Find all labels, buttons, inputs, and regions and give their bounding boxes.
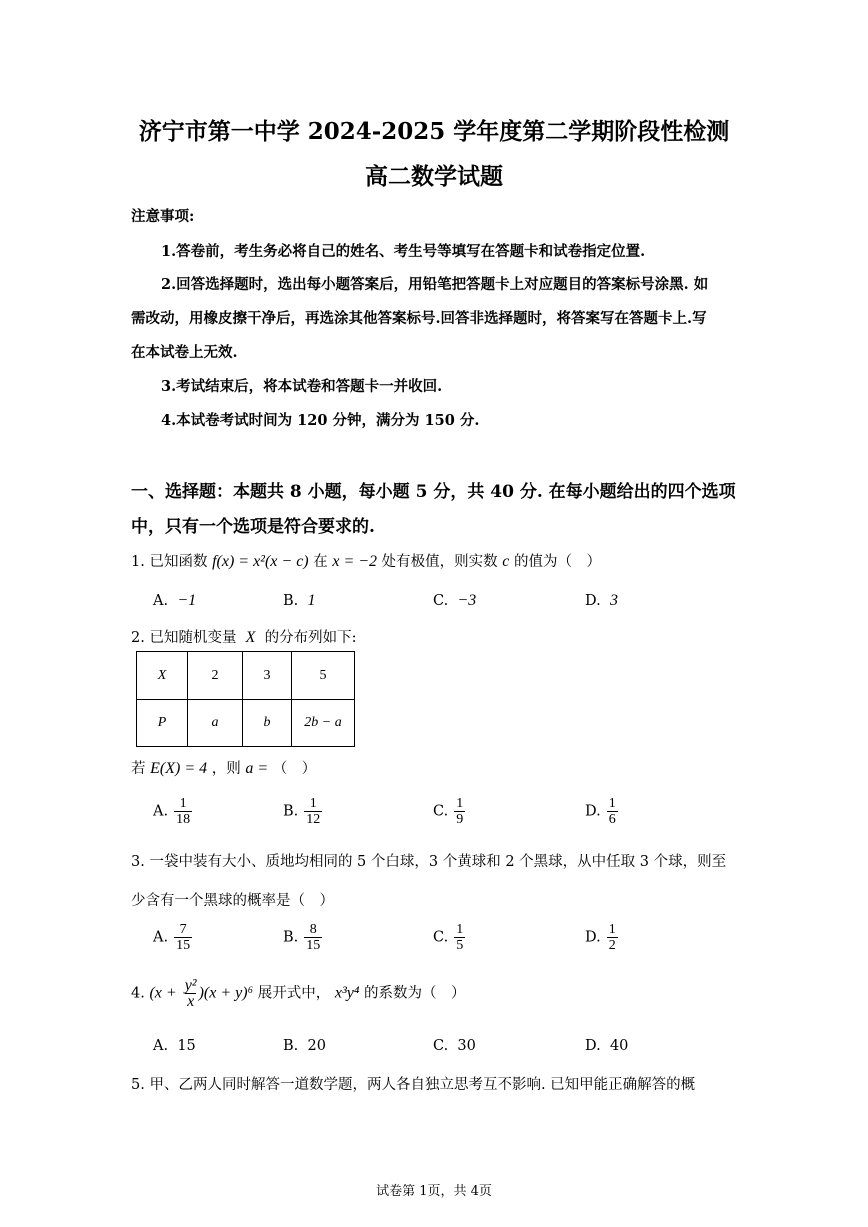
question-text: 一袋中装有大小、质地均相同的 5 个白球，3 个黄球和 2 个黑球，从中任取 3 个球，则至	[149, 854, 727, 870]
distribution-table	[136, 651, 355, 747]
question-text: 的值为（ ）	[513, 554, 601, 570]
option-a[interactable]: A. $\frac{1}{18}$	[153, 796, 191, 827]
page-footer: 试卷第 1页，共 4页	[376, 1184, 492, 1199]
math-expression: a =	[245, 760, 269, 777]
fraction: $\frac{8}{15}$	[306, 922, 321, 953]
option-a[interactable]: A. −1	[153, 592, 197, 609]
option-d[interactable]: D. 3	[585, 592, 618, 609]
math-expression: x³y⁴	[334, 984, 360, 1002]
table-cell: 2b − a	[292, 700, 355, 747]
question-text: 甲、乙两人同时解答一道数学题，两人各自独立思考互不影响. 已知甲能正确解答的概	[149, 1077, 696, 1093]
option-c[interactable]: C. $\frac{1}{9}$	[433, 796, 464, 827]
question-text: 的系数为（ ）	[364, 985, 466, 1002]
notice-item-2-end: 在本试卷上无效.	[131, 344, 238, 361]
math-expression: x = −2	[332, 553, 378, 570]
question-3-cont: 少含有一个黑球的概率是（ ）	[131, 893, 334, 909]
question-text: ，则	[211, 761, 241, 777]
fraction: $\frac{1}{2}$	[608, 922, 616, 953]
exam-title: 济宁市第一中学 2024-2025 学年度第二学期阶段性检测	[138, 118, 730, 145]
table-row	[137, 652, 355, 700]
section-heading: 一、选择题：本题共 8 小题，每小题 5 分，共 40 分. 在每小题给出的四个选项	[131, 482, 736, 502]
math-expression: E(X) = 4	[150, 760, 208, 777]
question-1	[131, 550, 601, 571]
fraction: $\frac{1}{5}$	[456, 922, 464, 953]
option-c[interactable]: C. −3	[433, 592, 477, 609]
option-a[interactable]: A. $\frac{7}{15}$	[153, 922, 191, 953]
question-3	[131, 850, 726, 871]
question-text: （ ）	[272, 761, 317, 777]
question-text: 的分布列如下:	[264, 630, 357, 646]
question-text: 处有极值，则实数	[381, 554, 498, 570]
question-text: 展开式中，	[257, 985, 331, 1002]
notice-item-1: 1.答卷前，考生务必将自己的姓名、考生号等填写在答题卡和试卷指定位置.	[161, 243, 646, 260]
math-expression: (x +	[149, 984, 177, 1002]
option-b[interactable]: B. 1	[283, 592, 316, 609]
math-expression: X	[245, 629, 256, 646]
math-expression: )(x + y)⁶	[198, 984, 254, 1002]
notice-item-2-cont: 需改动，用橡皮擦干净后，再选涂其他答案标号.回答非选择题时，将答案写在答题卡上.写	[131, 310, 707, 327]
option-c[interactable]: C. $\frac{1}{5}$	[433, 922, 464, 953]
question-2-condition	[131, 757, 316, 778]
table-cell: a	[188, 700, 243, 747]
question-4	[131, 978, 466, 1009]
fraction: $\frac{\text{y²}}{x}$	[184, 977, 197, 1010]
table-cell: P	[137, 700, 188, 747]
table-cell: b	[243, 700, 292, 747]
math-expression: c	[502, 553, 510, 570]
option-c[interactable]: C. 30	[433, 1038, 476, 1054]
fraction: $\frac{1}{9}$	[456, 796, 464, 827]
option-b[interactable]: B. 20	[283, 1038, 326, 1054]
question-number: 2.	[131, 630, 145, 646]
table-row	[137, 700, 355, 747]
question-5	[131, 1073, 695, 1094]
notice-item-3: 3.考试结束后，将本试卷和答题卡一并收回.	[161, 378, 443, 395]
fraction: $\frac{7}{15}$	[176, 922, 191, 953]
question-text: 已知函数	[149, 554, 208, 570]
option-b[interactable]: B. $\frac{1}{12}$	[283, 796, 321, 827]
table-cell: X	[137, 652, 188, 700]
question-number: 3.	[131, 854, 145, 870]
table-cell: 3	[243, 652, 292, 700]
option-d[interactable]: D. $\frac{1}{6}$	[585, 796, 616, 827]
question-text: 已知随机变量	[149, 630, 237, 646]
exam-subtitle: 高二数学试题	[365, 163, 503, 190]
section-heading-cont: 中，只有一个选项是符合要求的.	[131, 517, 375, 537]
question-number: 1.	[131, 554, 145, 570]
fraction: $\frac{1}{12}$	[306, 796, 321, 827]
notice-heading: 注意事项:	[131, 208, 195, 225]
question-2	[131, 626, 357, 647]
math-expression: f(x) = x²(x − c)	[212, 553, 309, 570]
option-a[interactable]: A. 15	[153, 1038, 196, 1054]
option-d[interactable]: D. $\frac{1}{2}$	[585, 922, 616, 953]
fraction: $\frac{1}{18}$	[176, 796, 191, 827]
option-b[interactable]: B. $\frac{8}{15}$	[283, 922, 321, 953]
question-number: 5.	[131, 1077, 145, 1093]
question-number: 4.	[131, 985, 145, 1002]
question-text: 若	[131, 761, 146, 777]
table-cell: 2	[188, 652, 243, 700]
question-text: 在	[313, 554, 328, 570]
notice-item-2: 2.回答选择题时，选出每小题答案后，用铅笔把答题卡上对应题目的答案标号涂黑. 如	[161, 276, 709, 293]
option-d[interactable]: D. 40	[585, 1038, 629, 1054]
table-cell: 5	[292, 652, 355, 700]
notice-item-4: 4.本试卷考试时间为 120 分钟，满分为 150 分.	[161, 412, 480, 429]
fraction: $\frac{1}{6}$	[608, 796, 616, 827]
